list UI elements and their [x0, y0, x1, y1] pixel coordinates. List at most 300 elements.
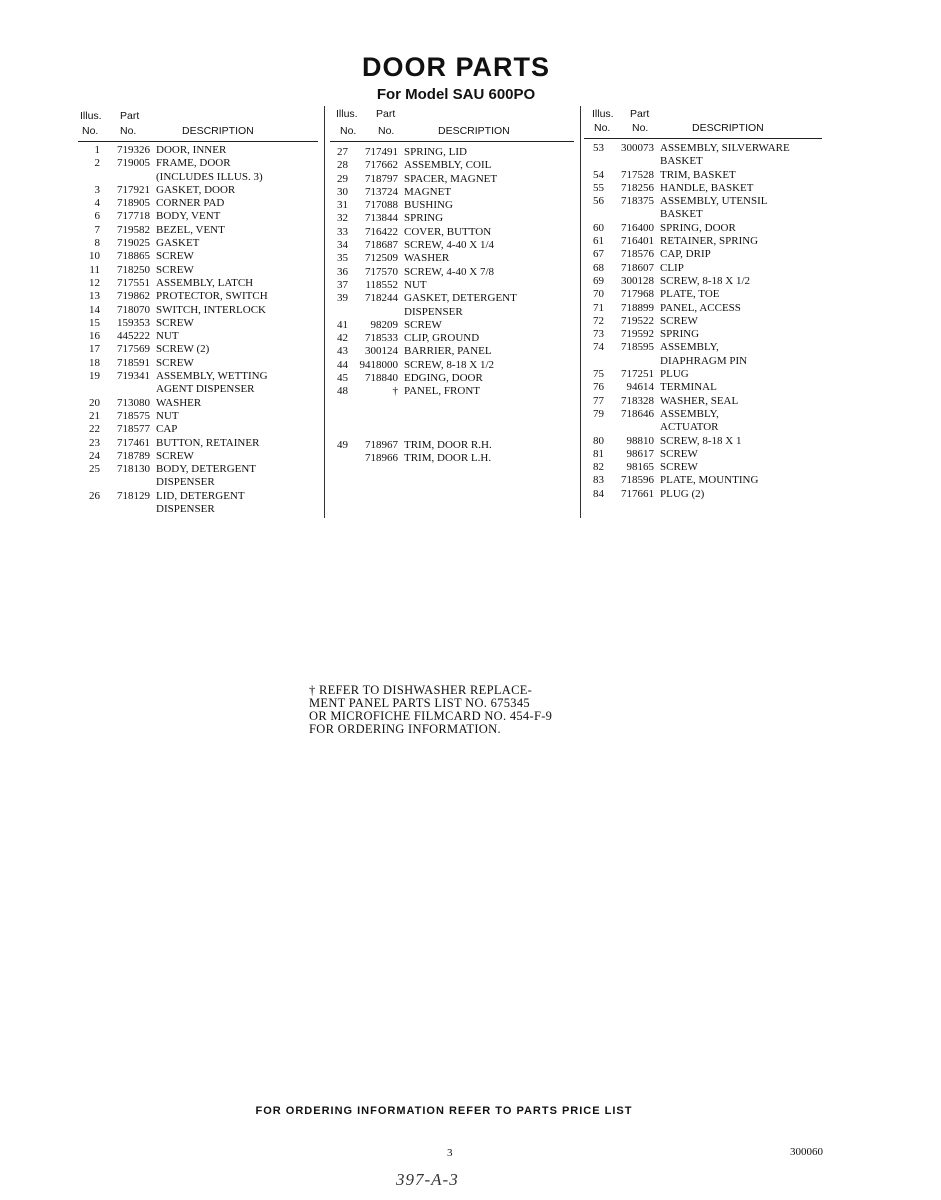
illus-number: 33: [337, 225, 348, 238]
table-row: [78, 157, 318, 170]
illus-number: 72: [593, 314, 604, 327]
illus-number: 2: [94, 157, 100, 170]
illus-number: 26: [89, 489, 100, 502]
part-number: 717088: [365, 199, 398, 212]
part-number: [604, 208, 660, 221]
part-number: 300128: [621, 274, 654, 287]
table-row: [582, 222, 822, 235]
table-row: [582, 421, 822, 434]
part-number: 717569: [117, 343, 150, 356]
table-row: [582, 368, 822, 381]
table-row: [582, 355, 822, 368]
part-description: PROTECTOR, SWITCH: [156, 290, 268, 303]
illus-number: 83: [593, 474, 604, 487]
part-description: SPRING: [660, 328, 700, 341]
illus-number: 67: [593, 248, 604, 261]
part-description: SCREW: [156, 449, 194, 462]
no-header: No.: [594, 122, 611, 134]
illus-header: Illus.: [592, 108, 614, 120]
part-description: ASSEMBLY, SILVERWARE: [660, 142, 790, 154]
illus-number: [78, 503, 100, 516]
illus-number: 73: [593, 328, 604, 341]
part-number: 445222: [117, 330, 150, 343]
part-description: SCREW, 8-18 X 1/2: [404, 358, 495, 371]
table-row: [582, 155, 822, 168]
part-number: 718576: [621, 248, 654, 261]
illus-number: 29: [337, 172, 348, 185]
table-row: [78, 237, 318, 250]
table-row: [582, 488, 822, 501]
table-row: [326, 199, 574, 212]
panel-note: † REFER TO DISHWASHER REPLACE- MENT PANEL PARTS LIST NO. 675345 OR MICROFICHE FILMCARD NO. 454-F-9 FOR ORDERING INFORMATION.: [309, 683, 553, 736]
row-spacer: [326, 399, 574, 439]
illus-number: 69: [593, 274, 604, 287]
part-description: BODY, DETERGENT: [156, 463, 257, 476]
table-row: [326, 332, 574, 345]
part-description: ASSEMBLY, UTENSIL: [660, 195, 768, 208]
no-header: No.: [378, 125, 395, 137]
part-description: FRAME, DOOR: [156, 157, 231, 170]
table-row: [78, 317, 318, 330]
parts-rows: [582, 142, 822, 501]
part-description: HANDLE, BASKET: [660, 181, 754, 194]
part-description: SCREW (2): [156, 343, 210, 356]
part-description: PLUG (2): [660, 487, 705, 500]
part-description: LID, DETERGENT: [156, 489, 245, 502]
part-description: SCREW: [660, 461, 698, 474]
part-number: 98810: [626, 434, 654, 447]
part-number: 94614: [626, 381, 654, 394]
illus-number: 30: [337, 185, 348, 198]
part-description: BUSHING: [404, 199, 453, 212]
illus-number: 13: [89, 290, 100, 303]
part-description: NUT: [156, 409, 179, 422]
table-row: [582, 302, 822, 315]
part-number: 717718: [117, 210, 150, 223]
part-description: BUTTON, RETAINER: [156, 436, 260, 449]
part-number: 718070: [117, 303, 150, 316]
illus-number: 11: [89, 263, 100, 276]
illus-number: 27: [337, 146, 348, 158]
part-number: 718130: [117, 463, 150, 476]
page-number: 3: [447, 1147, 453, 1159]
part-number: 717921: [117, 183, 150, 196]
column-header: [78, 110, 318, 144]
table-row: [582, 235, 822, 248]
illus-number: 42: [337, 332, 348, 345]
header-rule: [78, 141, 318, 142]
part-number: [100, 503, 156, 516]
table-row: [78, 437, 318, 450]
illus-number: 41: [337, 318, 348, 331]
illus-number: 70: [593, 288, 604, 301]
table-row: [582, 208, 822, 221]
part-number: 718129: [117, 489, 150, 502]
illus-number: [582, 421, 604, 434]
table-row: [582, 275, 822, 288]
part-number: 719522: [621, 314, 654, 327]
illus-number: 16: [89, 330, 100, 343]
part-number: 300124: [365, 345, 398, 358]
illus-number: 77: [593, 394, 604, 407]
illus-number: 60: [593, 221, 604, 234]
table-row: [326, 385, 574, 398]
illus-number: 82: [593, 461, 604, 474]
table-row: [78, 184, 318, 197]
part-description: ASSEMBLY,: [660, 407, 719, 420]
table-row: [582, 288, 822, 301]
table-row: [78, 197, 318, 210]
table-row: [326, 319, 574, 332]
part-number: 718250: [117, 263, 150, 276]
illus-number: 20: [89, 396, 100, 409]
part-number: 118552: [365, 278, 398, 291]
table-row: [78, 304, 318, 317]
part-number: 719025: [117, 237, 150, 250]
illus-number: 18: [89, 356, 100, 369]
illus-number: 55: [593, 181, 604, 194]
illus-number: 1: [94, 144, 100, 156]
illus-number: 44: [337, 358, 348, 371]
part-description: BEZEL, VENT: [156, 223, 225, 236]
part-number: [604, 421, 660, 434]
table-row: [78, 330, 318, 343]
part-description: SCREW: [156, 263, 194, 276]
part-description: ACTUATOR: [660, 421, 719, 434]
part-number: 719005: [117, 157, 150, 170]
part-number: 717661: [621, 487, 654, 500]
part-number: 717491: [365, 146, 398, 158]
illus-number: 15: [89, 316, 100, 329]
table-row: [582, 341, 822, 354]
part-description: EDGING, DOOR: [404, 372, 483, 385]
part-number: 98617: [626, 447, 654, 460]
part-description: DISPENSER: [156, 476, 215, 489]
part-header: Part: [630, 108, 650, 120]
illus-number: 17: [89, 343, 100, 356]
part-number: 713080: [117, 396, 150, 409]
illus-number: 31: [337, 199, 348, 212]
part-description: GASKET, DETERGENT: [404, 292, 517, 305]
part-number: [604, 155, 660, 168]
part-description: WASHER: [156, 396, 202, 409]
part-number: 718575: [117, 409, 150, 422]
part-description: CORNER PAD: [156, 197, 225, 210]
table-row: [582, 142, 822, 155]
column-header: [582, 108, 822, 142]
part-description: SPRING, LID: [404, 146, 467, 158]
no-header: No.: [632, 122, 649, 134]
table-row: [326, 252, 574, 265]
header-rule: [330, 141, 574, 142]
illus-number: 54: [593, 168, 604, 181]
illus-number: 80: [593, 434, 604, 447]
illus-number: 39: [337, 292, 348, 305]
part-number: 718966: [365, 451, 398, 464]
part-number: [348, 306, 404, 319]
part-description: PLUG: [660, 368, 689, 381]
parts-rows: [326, 146, 574, 465]
illus-number: 7: [94, 223, 100, 236]
part-description: BASKET: [660, 155, 703, 168]
page-title: DOOR PARTS: [361, 52, 550, 82]
part-description: ASSEMBLY, WETTING: [156, 370, 268, 383]
part-number: 713724: [365, 185, 398, 198]
part-description: SCREW, 4-40 X 7/8: [404, 265, 495, 278]
part-number: 719582: [117, 223, 150, 236]
part-description: COVER, BUTTON: [404, 225, 492, 238]
illus-number: 74: [593, 341, 604, 354]
part-number: 718533: [365, 332, 398, 345]
table-row: [326, 292, 574, 305]
part-number: 719341: [117, 370, 150, 383]
illus-number: 8: [94, 237, 100, 250]
part-header: Part: [120, 110, 140, 122]
part-number: 718789: [117, 449, 150, 462]
illus-number: 6: [94, 210, 100, 223]
part-description: PLATE, MOUNTING: [660, 474, 759, 487]
illus-number: 24: [89, 449, 100, 462]
table-row: [582, 169, 822, 182]
part-number: 9418000: [359, 358, 398, 371]
part-description: TRIM, DOOR R.H.: [404, 438, 492, 451]
part-description: WASHER, SEAL: [660, 394, 739, 407]
table-row: [582, 262, 822, 275]
part-number: 98165: [626, 461, 654, 474]
part-number: 718967: [365, 438, 398, 451]
handwritten-annotation: 397-A-3: [396, 1170, 459, 1189]
part-number: 718607: [621, 261, 654, 274]
illus-number: [326, 452, 348, 465]
table-row: [326, 266, 574, 279]
table-row: [582, 408, 822, 421]
table-row: [326, 186, 574, 199]
table-row: [326, 226, 574, 239]
part-description: SCREW: [156, 250, 194, 263]
part-description: SCREW: [660, 447, 698, 460]
part-description: SCREW: [660, 314, 698, 327]
part-number: 98209: [370, 318, 398, 331]
illus-number: 37: [337, 278, 348, 291]
part-number: 718865: [117, 250, 150, 263]
illus-number: 56: [593, 195, 604, 208]
illus-number: [78, 171, 100, 184]
table-row: [78, 397, 318, 410]
part-description: CLIP: [660, 261, 684, 274]
table-row: [326, 439, 574, 452]
header-rule: [584, 138, 822, 139]
part-description: PANEL, FRONT: [404, 385, 480, 398]
description-header: DESCRIPTION: [182, 125, 254, 137]
part-number: 716401: [621, 235, 654, 248]
part-number: 718595: [621, 341, 654, 354]
illus-number: 35: [337, 252, 348, 265]
part-description: BARRIER, PANEL: [404, 345, 492, 358]
illus-number: [326, 306, 348, 319]
illus-number: 53: [593, 142, 604, 154]
illus-number: 61: [593, 235, 604, 248]
table-row: [582, 395, 822, 408]
table-row: [582, 474, 822, 487]
table-row: [78, 357, 318, 370]
table-row: [582, 195, 822, 208]
column-divider: [580, 106, 581, 518]
part-description: DIAPHRAGM PIN: [660, 354, 748, 367]
part-description: NUT: [404, 278, 427, 291]
part-description: SCREW: [156, 356, 194, 369]
table-row: [78, 490, 318, 503]
part-number: 717570: [365, 265, 398, 278]
part-number: [100, 171, 156, 184]
table-row: [326, 359, 574, 372]
table-row: [582, 448, 822, 461]
table-row: [78, 370, 318, 383]
illus-header: Illus.: [80, 110, 102, 122]
part-number: [100, 383, 156, 396]
part-description: SPACER, MAGNET: [404, 172, 498, 185]
part-description: SCREW, 8-18 X 1/2: [660, 274, 751, 287]
table-row: [78, 210, 318, 223]
illus-number: 71: [593, 301, 604, 314]
table-row: [582, 328, 822, 341]
illus-number: 76: [593, 381, 604, 394]
illus-header: Illus.: [336, 108, 358, 120]
illus-number: 10: [89, 250, 100, 263]
part-description: BODY, VENT: [156, 210, 221, 223]
part-number: 300073: [621, 142, 654, 154]
part-description: WASHER: [404, 252, 450, 265]
part-number: 718256: [621, 181, 654, 194]
table-row: [326, 452, 574, 465]
part-number: 717528: [621, 168, 654, 181]
column-header: [326, 108, 574, 142]
part-number: 716400: [621, 221, 654, 234]
no-header: No.: [82, 125, 99, 137]
table-row: [78, 290, 318, 303]
part-description: CLIP, GROUND: [404, 332, 480, 345]
illus-number: 4: [94, 197, 100, 210]
part-number: [100, 476, 156, 489]
part-description: NUT: [156, 330, 179, 343]
table-row: [326, 212, 574, 225]
table-row: [582, 461, 822, 474]
part-description: DISPENSER: [404, 305, 463, 318]
part-number: [604, 355, 660, 368]
part-number: 713844: [365, 212, 398, 225]
part-description: TRIM, BASKET: [660, 168, 736, 181]
part-description: (INCLUDES ILLUS. 3): [156, 170, 263, 183]
part-number: 719326: [117, 144, 150, 156]
illus-number: 45: [337, 372, 348, 385]
part-header: Part: [376, 108, 396, 120]
part-description: TERMINAL: [660, 381, 717, 394]
table-row: [326, 345, 574, 358]
part-number: 718646: [621, 407, 654, 420]
illus-number: 49: [337, 438, 348, 451]
table-row: [78, 224, 318, 237]
illus-number: 34: [337, 239, 348, 252]
part-number: 719862: [117, 290, 150, 303]
part-number: 718591: [117, 356, 150, 369]
part-description: AGENT DISPENSER: [156, 383, 255, 396]
part-description: GASKET: [156, 237, 200, 250]
table-row: [78, 423, 318, 436]
description-header: DESCRIPTION: [438, 125, 510, 137]
part-number: 718375: [621, 195, 654, 208]
parts-column-2: [326, 108, 574, 465]
illus-number: [78, 476, 100, 489]
illus-number: [582, 155, 604, 168]
part-description: SPRING: [404, 212, 444, 225]
part-number: 718596: [621, 474, 654, 487]
illus-number: 48: [337, 385, 348, 398]
table-row: [326, 372, 574, 385]
part-description: DOOR, INNER: [156, 144, 227, 156]
part-description: CAP: [156, 423, 178, 436]
column-divider: [324, 106, 325, 518]
table-row: [78, 144, 318, 157]
no-header: No.: [340, 125, 357, 137]
part-description: SCREW: [156, 316, 194, 329]
part-description: DISPENSER: [156, 503, 215, 516]
no-header: No.: [120, 125, 137, 137]
description-header: DESCRIPTION: [692, 122, 764, 134]
part-number: 718840: [365, 372, 398, 385]
part-description: CAP, DRIP: [660, 248, 711, 261]
part-number: 717551: [117, 276, 150, 289]
table-row: [78, 264, 318, 277]
table-row: [582, 435, 822, 448]
part-number: 718687: [365, 239, 398, 252]
part-description: SCREW, 4-40 X 1/4: [404, 239, 495, 252]
illus-number: 28: [337, 159, 348, 172]
table-row: [78, 410, 318, 423]
table-row: [78, 463, 318, 476]
document-code: 300060: [790, 1146, 823, 1158]
part-description: RETAINER, SPRING: [660, 235, 759, 248]
table-row: [78, 343, 318, 356]
part-number: 718899: [621, 301, 654, 314]
illus-number: 12: [89, 276, 100, 289]
table-row: [78, 277, 318, 290]
illus-number: 14: [89, 303, 100, 316]
part-description: SPRING, DOOR: [660, 221, 736, 234]
illus-number: 36: [337, 265, 348, 278]
illus-number: [78, 383, 100, 396]
part-number: 717251: [621, 368, 654, 381]
table-row: [582, 182, 822, 195]
table-row: [326, 279, 574, 292]
table-row: [78, 383, 318, 396]
part-description: SWITCH, INTERLOCK: [156, 303, 266, 316]
illus-number: 32: [337, 212, 348, 225]
illus-number: 84: [593, 487, 604, 500]
illus-number: [582, 355, 604, 368]
part-description: ASSEMBLY, LATCH: [156, 276, 254, 289]
parts-column-3: [582, 108, 822, 501]
part-description: GASKET, DOOR: [156, 183, 236, 196]
part-number: 719592: [621, 328, 654, 341]
part-description: ASSEMBLY, COIL: [404, 159, 492, 172]
part-number: 712509: [365, 252, 398, 265]
page-subtitle: For Model SAU 600PO: [376, 86, 536, 103]
illus-number: 19: [89, 370, 100, 383]
part-description: PANEL, ACCESS: [660, 301, 741, 314]
illus-number: 23: [89, 436, 100, 449]
part-number: 718328: [621, 394, 654, 407]
table-row: [78, 171, 318, 184]
illus-number: 68: [593, 261, 604, 274]
